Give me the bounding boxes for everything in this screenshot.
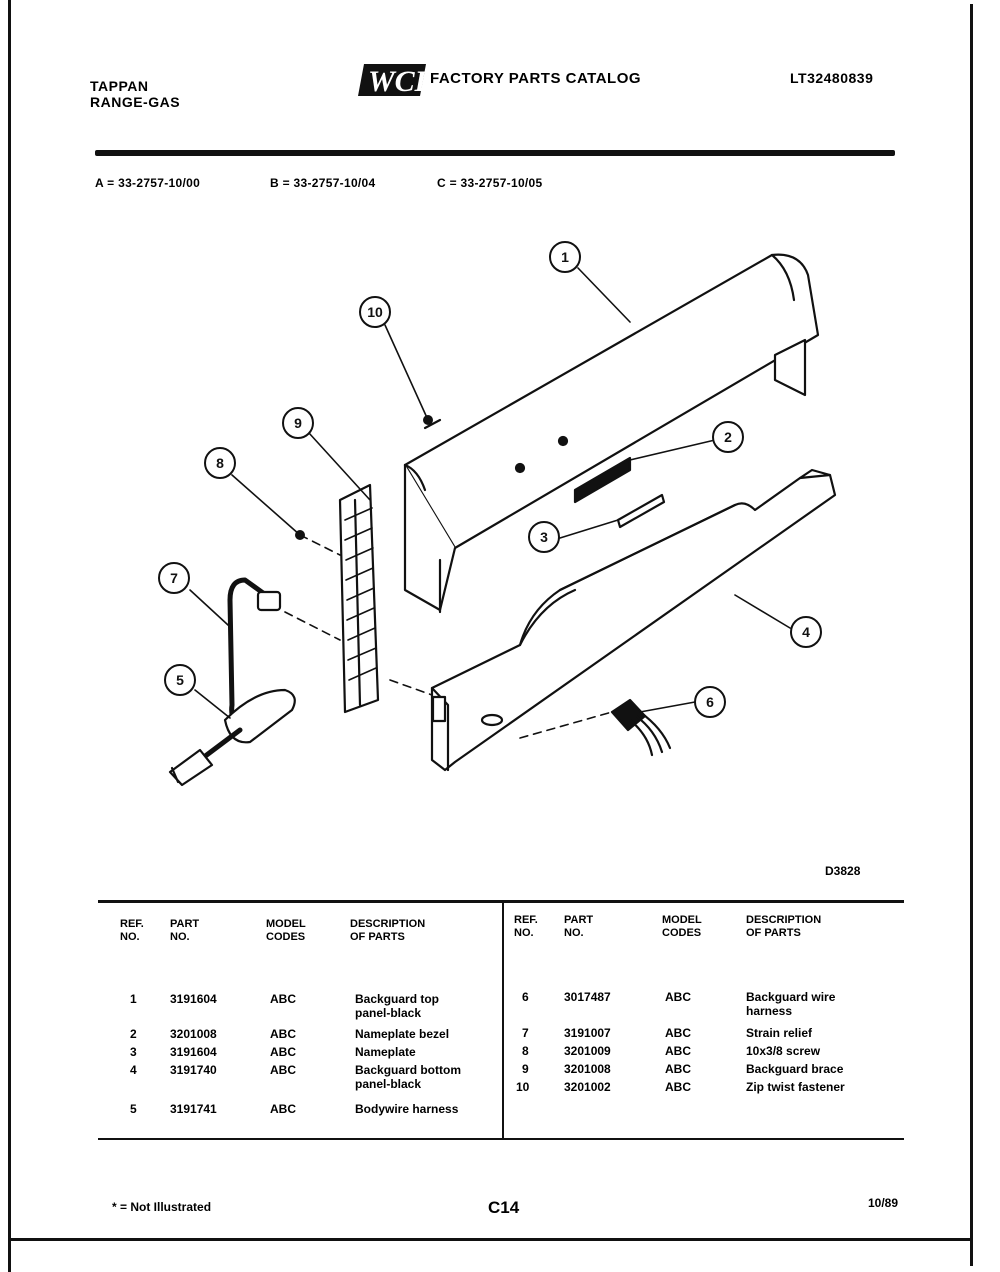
- table-divider: [502, 900, 504, 1140]
- svg-text:6: 6: [706, 694, 714, 710]
- callout-2: [713, 422, 743, 452]
- model-number: LT32480839: [790, 70, 874, 86]
- page-number: C14: [488, 1198, 520, 1217]
- logo-text: WCI: [368, 65, 427, 98]
- model-code-b: B = 33-2757-10/04: [270, 176, 376, 190]
- col-head-desc-right: DESCRIPTION OF PARTS: [746, 914, 822, 939]
- col-head-codes-right: MODEL CODES: [662, 914, 702, 939]
- callout-4: [791, 617, 821, 647]
- col-head-part-right: PART NO.: [564, 914, 594, 939]
- catalog-title: FACTORY PARTS CATALOG: [430, 70, 642, 87]
- svg-text:9: 9: [294, 415, 302, 431]
- col-head-ref-left: REF. NO.: [120, 918, 144, 943]
- col-head-codes-left: MODEL CODES: [266, 918, 306, 943]
- col-head-ref-right: REF. NO.: [514, 914, 538, 939]
- callout-6: [695, 687, 725, 717]
- callout-10: [360, 297, 390, 327]
- svg-text:8: 8: [216, 455, 224, 471]
- callout-9: [283, 408, 313, 438]
- backguard-brace: [340, 485, 378, 712]
- model-code-a: A = 33-2757-10/00: [95, 176, 201, 190]
- nameplate: [618, 495, 664, 527]
- not-illustrated-note: * = Not Illustrated: [112, 1200, 212, 1214]
- svg-text:2: 2: [724, 429, 732, 445]
- svg-text:4: 4: [802, 624, 810, 640]
- svg-text:3: 3: [540, 529, 548, 545]
- svg-text:5: 5: [176, 672, 184, 688]
- model-code-c: C = 33-2757-10/05: [437, 176, 543, 190]
- svg-text:7: 7: [170, 570, 178, 586]
- page-border-bottom: [10, 1238, 972, 1241]
- revision-date: 10/89: [868, 1196, 899, 1210]
- callout-3: [529, 522, 559, 552]
- svg-text:1: 1: [561, 249, 569, 265]
- col-head-desc-left: DESCRIPTION OF PARTS: [350, 918, 426, 943]
- parts-table: REF. NO. PART NO. MODEL CODES DESCRIPTION OF PARTS REF. NO. PART NO. MODEL CODES DESCRIPTION OF PARTS 1 3191604 ABC Backguard top panel-black 2 3201008 ABC Nameplate bezel 3 3191604 ABC Nameplate 4 3191740 ABC Backguard bottom panel-black 5 3191741 ABC Bodywire harness 6 3017487 ABC Backguard wire harness 7 3191007 ABC Strain relief 8 3201009 ABC 10x3/8 screw 9 3201008 ABC Backguard brace 10 3201002 ABC Zip twist fastener: [98, 900, 904, 1140]
- callout-7: [159, 563, 189, 593]
- brand-name: TAPPAN: [90, 78, 149, 94]
- callout-1: [550, 242, 580, 272]
- col-head-part-left: PART NO.: [170, 918, 200, 943]
- table-bottom-rule: [98, 1138, 904, 1140]
- svg-text:10: 10: [367, 304, 383, 320]
- table-top-rule: [98, 900, 904, 903]
- callout-5: [165, 665, 195, 695]
- callout-8-upper: [205, 448, 235, 478]
- product-type: RANGE-GAS: [90, 94, 181, 110]
- illustration-code: D3828: [825, 864, 861, 878]
- backguard-top-panel: [405, 255, 818, 612]
